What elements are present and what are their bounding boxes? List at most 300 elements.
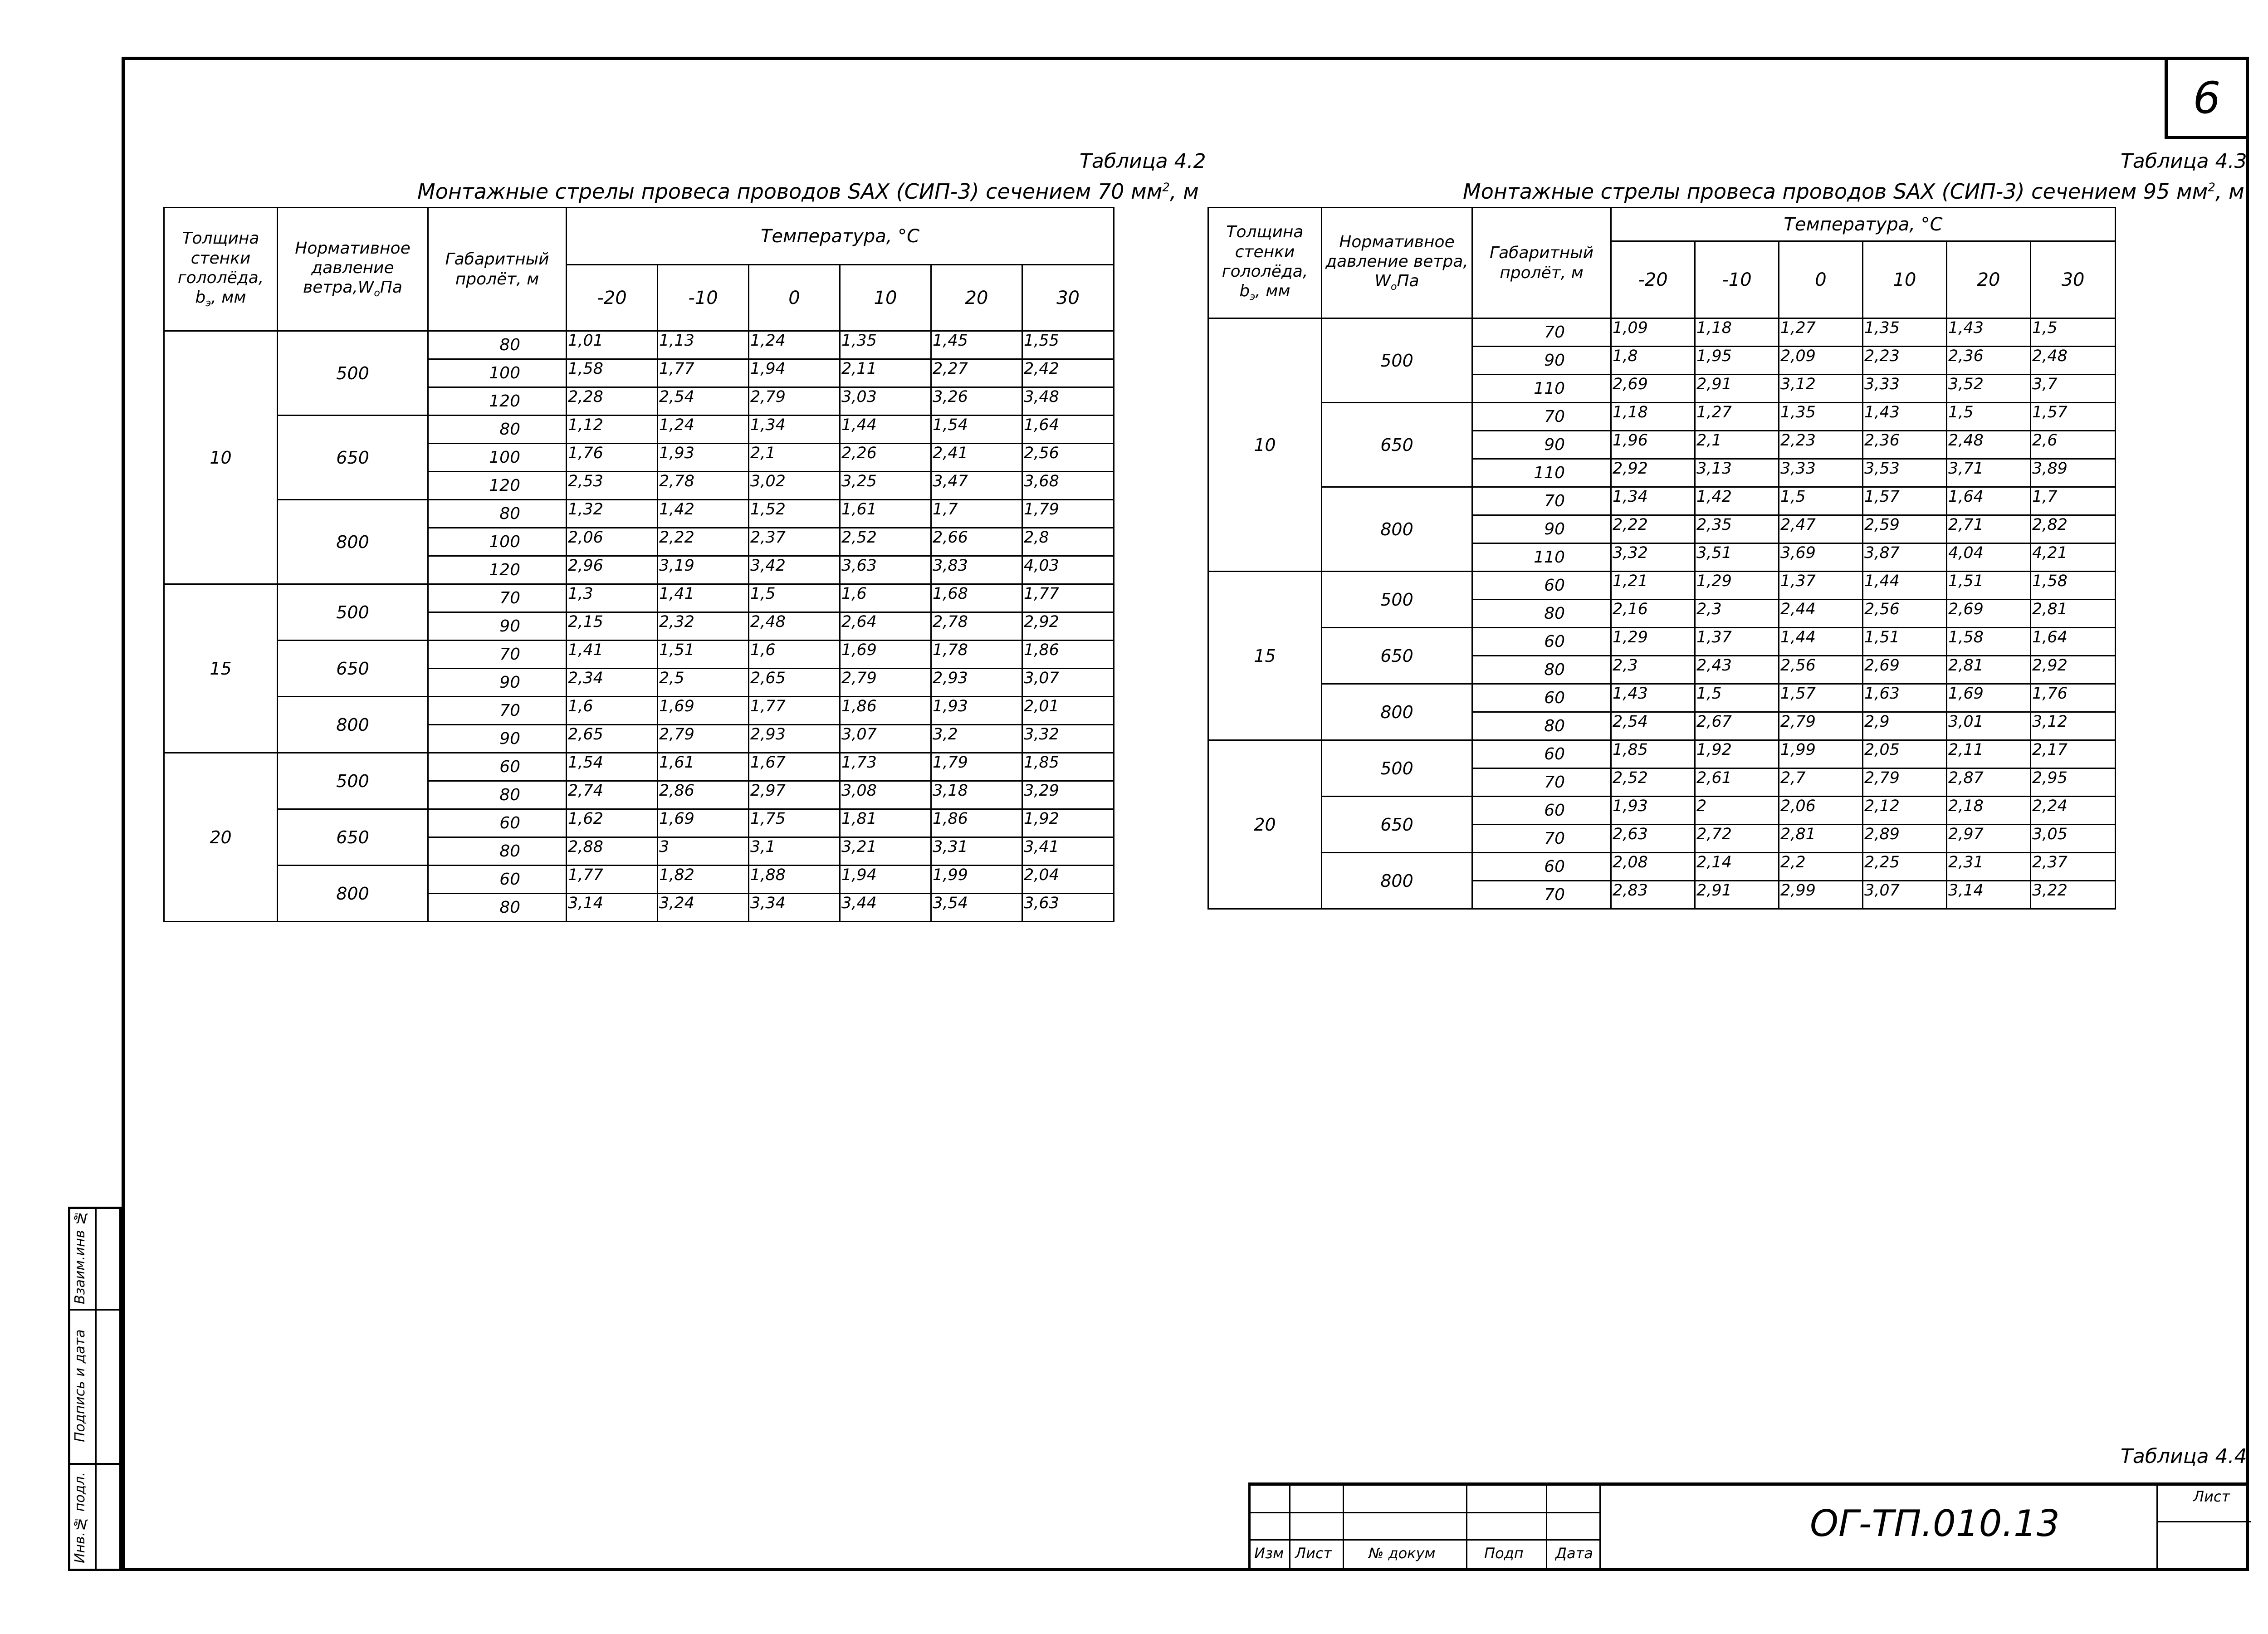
table-4-3	[1207, 207, 2116, 910]
ice-thickness-cell: 20	[164, 753, 278, 922]
sag-value-cell: 2,81	[2031, 600, 2116, 628]
sag-value-cell: 2,41	[931, 444, 1022, 472]
header-unit: Па	[1397, 272, 1419, 291]
sag-value-cell: 3,07	[1863, 881, 1947, 909]
sag-value-cell: 1,21	[1611, 572, 1695, 600]
sag-value-cell: 1,6	[840, 584, 931, 612]
sag-value-cell: 2,72	[1695, 825, 1779, 853]
wind-pressure-cell: 650	[278, 641, 428, 697]
wind-pressure-cell: 650	[1322, 797, 1472, 853]
sag-value-cell: 1,68	[931, 584, 1022, 612]
sag-value-cell: 3,05	[2031, 825, 2116, 853]
sag-value-cell: 2,67	[1695, 712, 1779, 740]
sag-value-cell: 2,59	[1863, 515, 1947, 543]
span-cell: 80	[1472, 600, 1611, 628]
sag-value-cell: 1,93	[658, 444, 749, 472]
sag-value-cell: 2,44	[1779, 600, 1863, 628]
sag-value-cell: 1,63	[1863, 684, 1947, 712]
ice-thickness-cell: 10	[1208, 318, 1322, 572]
sag-value-cell: 2,9	[1863, 712, 1947, 740]
sag-value-cell: 2,66	[931, 528, 1022, 556]
sag-value-cell: 3,52	[1947, 375, 2031, 403]
temperature-column-header: 10	[840, 265, 931, 331]
wind-pressure-cell: 800	[278, 500, 428, 584]
header-text: Нормативное давление ветра,	[1325, 233, 1468, 271]
header-text: W	[1374, 272, 1391, 291]
sag-value-cell: 2,47	[1779, 515, 1863, 543]
sag-value-cell: 3,31	[931, 837, 1022, 866]
sag-value-cell: 1,09	[1611, 318, 1695, 347]
stamp-line	[2158, 1521, 2251, 1522]
span-cell: 120	[428, 556, 567, 584]
table-row	[1208, 797, 2116, 825]
table-row	[1208, 318, 2116, 347]
sag-value-cell: 1,81	[840, 809, 931, 837]
span-cell: 90	[1472, 347, 1611, 375]
wind-pressure-cell: 800	[1322, 684, 1472, 740]
table-row	[164, 866, 1114, 894]
header-text: Нормативное давление ветра,W	[295, 239, 411, 297]
sag-value-cell: 2,81	[1779, 825, 1863, 853]
sag-value-cell: 3,47	[931, 472, 1022, 500]
wind-pressure-cell: 650	[1322, 403, 1472, 487]
sag-value-cell: 1,61	[658, 753, 749, 781]
span-cell: 80	[1472, 712, 1611, 740]
sag-value-cell: 2,6	[2031, 431, 2116, 459]
sag-value-cell: 2,91	[1695, 375, 1779, 403]
sag-value-cell: 1,58	[1947, 628, 2031, 656]
table-row	[1208, 684, 2116, 712]
sag-value-cell: 3,48	[1022, 387, 1114, 416]
sag-value-cell: 2,65	[749, 669, 840, 697]
vzam-inv-label: Взаим.инв №	[72, 1210, 88, 1304]
header-text: Толщина стенки гололёда, b	[177, 229, 264, 307]
ice-thickness-header	[164, 208, 278, 331]
span-cell: 60	[428, 809, 567, 837]
sag-value-cell: 2,11	[1947, 740, 2031, 768]
sag-value-cell: 1,76	[567, 444, 658, 472]
sag-value-cell: 2,96	[567, 556, 658, 584]
ice-thickness-cell: 15	[1208, 572, 1322, 740]
sag-value-cell: 4,04	[1947, 543, 2031, 572]
sag-value-cell: 2,37	[2031, 853, 2116, 881]
span-cell: 70	[428, 697, 567, 725]
sag-value-cell: 1,8	[1611, 347, 1695, 375]
header-row	[164, 208, 1114, 265]
sag-value-cell: 3,2	[931, 725, 1022, 753]
table-row	[1208, 853, 2116, 881]
sag-value-cell: 3,14	[1947, 881, 2031, 909]
sag-value-cell: 3,71	[1947, 459, 2031, 487]
sag-value-cell: 2,92	[2031, 656, 2116, 684]
sag-value-cell: 1,13	[658, 331, 749, 359]
span-cell: 80	[428, 500, 567, 528]
sag-value-cell: 1,79	[931, 753, 1022, 781]
sag-value-cell: 3,19	[658, 556, 749, 584]
sag-value-cell: 2,88	[567, 837, 658, 866]
sag-value-cell: 2,11	[840, 359, 931, 387]
side-strip	[68, 1207, 122, 1571]
sag-value-cell: 2,91	[1695, 881, 1779, 909]
sag-value-cell: 2,8	[1022, 528, 1114, 556]
sag-value-cell: 1,54	[567, 753, 658, 781]
span-cell: 110	[1472, 375, 1611, 403]
span-cell: 70	[1472, 825, 1611, 853]
sag-value-cell: 2,81	[1947, 656, 2031, 684]
sag-value-cell: 2,09	[1779, 347, 1863, 375]
span-cell: 70	[1472, 487, 1611, 515]
sag-value-cell: 3,7	[2031, 375, 2116, 403]
sag-value-cell: 3,01	[1947, 712, 2031, 740]
header-row	[1208, 208, 2116, 241]
sag-value-cell: 2,79	[658, 725, 749, 753]
wind-pressure-cell: 500	[278, 584, 428, 641]
stamp-podp-label: Подп	[1484, 1545, 1524, 1562]
sag-value-cell: 3,24	[658, 894, 749, 922]
sag-value-cell: 1,01	[567, 331, 658, 359]
sag-value-cell: 4,03	[1022, 556, 1114, 584]
table-row	[164, 331, 1114, 359]
sag-value-cell: 3,89	[2031, 459, 2116, 487]
span-cell: 100	[428, 528, 567, 556]
sag-value-cell: 2,7	[1779, 768, 1863, 797]
sag-value-cell: 1,6	[567, 697, 658, 725]
sag-value-cell: 1,51	[1863, 628, 1947, 656]
span-cell: 80	[428, 331, 567, 359]
sag-value-cell: 2,52	[840, 528, 931, 556]
sag-value-cell: 1,92	[1695, 740, 1779, 768]
sag-value-cell: 1,29	[1695, 572, 1779, 600]
sag-value-cell: 1,42	[1695, 487, 1779, 515]
sag-value-cell: 1,27	[1695, 403, 1779, 431]
sag-value-cell: 3,08	[840, 781, 931, 809]
sag-value-cell: 2,31	[1947, 853, 2031, 881]
sag-value-cell: 2,35	[1695, 515, 1779, 543]
sag-value-cell: 2,34	[567, 669, 658, 697]
sag-value-cell: 3,1	[749, 837, 840, 866]
sag-value-cell: 3,14	[567, 894, 658, 922]
sag-value-cell: 3,69	[1779, 543, 1863, 572]
sag-value-cell: 2,54	[1611, 712, 1695, 740]
sag-value-cell: 1,45	[931, 331, 1022, 359]
sag-value-cell: 2,48	[749, 612, 840, 641]
sag-value-cell: 2,06	[1779, 797, 1863, 825]
header-text: Толщина стенки гололёда, b	[1222, 223, 1308, 300]
header-unit: Па	[380, 278, 402, 297]
sag-value-cell: 2,1	[749, 444, 840, 472]
sag-value-cell: 2,2	[1779, 853, 1863, 881]
sag-value-cell: 2,14	[1695, 853, 1779, 881]
span-cell: 80	[428, 837, 567, 866]
sag-value-cell: 1,41	[567, 641, 658, 669]
sag-value-cell: 2,79	[749, 387, 840, 416]
table-row	[164, 500, 1114, 528]
wind-pressure-cell: 800	[1322, 853, 1472, 909]
sag-value-cell: 3,51	[1695, 543, 1779, 572]
sag-value-cell: 2,15	[567, 612, 658, 641]
sag-value-cell: 2,42	[1022, 359, 1114, 387]
sag-value-cell: 1,69	[1947, 684, 2031, 712]
temperature-column-header: 10	[1863, 241, 1947, 318]
sag-value-cell: 2,36	[1863, 431, 1947, 459]
table-4-2	[163, 207, 1114, 922]
sag-value-cell: 1,7	[931, 500, 1022, 528]
sag-value-cell: 1,95	[1695, 347, 1779, 375]
sag-value-cell: 3,13	[1695, 459, 1779, 487]
table-row	[164, 753, 1114, 781]
document-code: ОГ-ТП.010.13	[1810, 1502, 2060, 1545]
sag-value-cell: 1,79	[1022, 500, 1114, 528]
sag-value-cell: 1,42	[658, 500, 749, 528]
sag-value-cell: 1,77	[749, 697, 840, 725]
sag-value-cell: 1,5	[749, 584, 840, 612]
sag-value-cell: 2,69	[1863, 656, 1947, 684]
sag-value-cell: 2,64	[840, 612, 931, 641]
sag-value-cell: 2,23	[1779, 431, 1863, 459]
ice-thickness-cell: 15	[164, 584, 278, 753]
sag-value-cell: 2,06	[567, 528, 658, 556]
sag-value-cell: 2,97	[1947, 825, 2031, 853]
sag-value-cell: 2,97	[749, 781, 840, 809]
header-text: Габаритный пролёт, м	[1490, 244, 1593, 282]
sag-value-cell: 1,52	[749, 500, 840, 528]
sag-value-cell: 1,77	[1022, 584, 1114, 612]
sag-value-cell: 1,51	[1947, 572, 2031, 600]
sag-value-cell: 1,43	[1611, 684, 1695, 712]
sag-value-cell: 1,18	[1695, 318, 1779, 347]
sag-value-cell: 2,32	[658, 612, 749, 641]
sag-value-cell: 3,41	[1022, 837, 1114, 866]
sag-value-cell: 2,25	[1863, 853, 1947, 881]
sag-value-cell: 2,5	[658, 669, 749, 697]
sag-value-cell: 1,86	[840, 697, 931, 725]
sag-value-cell: 1,55	[1022, 331, 1114, 359]
sag-value-cell: 3,63	[840, 556, 931, 584]
sag-value-cell: 3,54	[931, 894, 1022, 922]
sheet-number: 6	[2165, 57, 2249, 139]
wind-pressure-cell: 500	[1322, 740, 1472, 797]
sag-value-cell: 1,64	[2031, 628, 2116, 656]
sag-value-cell: 3	[658, 837, 749, 866]
sag-value-cell: 3,22	[2031, 881, 2116, 909]
sag-value-cell: 2,56	[1779, 656, 1863, 684]
sag-value-cell: 1,5	[1779, 487, 1863, 515]
sag-value-cell: 1,12	[567, 416, 658, 444]
sag-value-cell: 2,99	[1779, 881, 1863, 909]
sag-value-cell: 1,69	[840, 641, 931, 669]
header-text: Температура, °С	[760, 225, 920, 247]
sag-value-cell: 2,79	[1779, 712, 1863, 740]
sag-value-cell: 1,86	[931, 809, 1022, 837]
span-cell: 110	[1472, 543, 1611, 572]
sag-value-cell: 1,57	[1863, 487, 1947, 515]
wind-pressure-cell: 500	[278, 753, 428, 809]
span-cell: 120	[428, 387, 567, 416]
temperature-column-header: 0	[749, 265, 840, 331]
sag-value-cell: 2,61	[1695, 768, 1779, 797]
span-cell: 60	[428, 753, 567, 781]
sag-value-cell: 3,32	[1022, 725, 1114, 753]
span-cell: 80	[428, 781, 567, 809]
table-row	[1208, 403, 2116, 431]
temperature-column-header: -10	[658, 265, 749, 331]
sag-value-cell: 2,79	[840, 669, 931, 697]
span-cell: 70	[428, 584, 567, 612]
sag-value-cell: 1,7	[2031, 487, 2116, 515]
sag-value-cell: 1,78	[931, 641, 1022, 669]
table-row	[164, 641, 1114, 669]
wind-pressure-cell: 650	[278, 809, 428, 866]
wind-pressure-header	[278, 208, 428, 331]
sag-value-cell: 1,86	[1022, 641, 1114, 669]
span-cell: 70	[428, 641, 567, 669]
sag-value-cell: 3,42	[749, 556, 840, 584]
header-subscript: о	[374, 288, 380, 299]
sag-value-cell: 3,34	[749, 894, 840, 922]
table-row	[164, 584, 1114, 612]
table-4-2-label: Таблица 4.2	[1080, 150, 1206, 173]
sag-value-cell: 2,37	[749, 528, 840, 556]
table-row	[1208, 740, 2116, 768]
sag-value-cell: 1,92	[1022, 809, 1114, 837]
sag-value-cell: 1,77	[658, 359, 749, 387]
sag-value-cell: 2,3	[1611, 656, 1695, 684]
table-4-4-label: Таблица 4.4	[2121, 1445, 2247, 1468]
sag-value-cell: 3,32	[1611, 543, 1695, 572]
sag-value-cell: 3,07	[1022, 669, 1114, 697]
sag-value-cell: 3,12	[1779, 375, 1863, 403]
header-subscript: э	[1250, 291, 1256, 303]
sag-value-cell: 1,27	[1779, 318, 1863, 347]
span-cell: 70	[1472, 318, 1611, 347]
sag-value-cell: 2,79	[1863, 768, 1947, 797]
sag-value-cell: 2,22	[658, 528, 749, 556]
sag-value-cell: 1,99	[1779, 740, 1863, 768]
wind-pressure-cell: 500	[1322, 572, 1472, 628]
sag-value-cell: 1,85	[1022, 753, 1114, 781]
sag-value-cell: 2,78	[658, 472, 749, 500]
span-cell: 90	[428, 725, 567, 753]
sign-date-label: Подпись и дата	[72, 1329, 88, 1443]
sag-value-cell: 1,75	[749, 809, 840, 837]
sag-value-cell: 2,26	[840, 444, 931, 472]
sag-value-cell: 2,82	[2031, 515, 2116, 543]
span-cell: 60	[1472, 628, 1611, 656]
sag-value-cell: 1,34	[749, 416, 840, 444]
sag-value-cell: 3,21	[840, 837, 931, 866]
sag-value-cell: 1,69	[658, 809, 749, 837]
sag-value-cell: 1,43	[1947, 318, 2031, 347]
sag-value-cell: 2,93	[931, 669, 1022, 697]
span-cell: 90	[1472, 431, 1611, 459]
temperature-header	[567, 208, 1114, 265]
sag-value-cell: 3,25	[840, 472, 931, 500]
sag-value-cell: 3,87	[1863, 543, 1947, 572]
span-cell: 70	[1472, 768, 1611, 797]
stamp-sheet-divider	[2156, 1486, 2158, 1571]
span-cell: 60	[1472, 572, 1611, 600]
ice-thickness-header	[1208, 208, 1322, 318]
sag-value-cell: 1,24	[658, 416, 749, 444]
sag-value-cell: 2,71	[1947, 515, 2031, 543]
sag-value-cell: 1,58	[2031, 572, 2116, 600]
sag-value-cell: 2,54	[658, 387, 749, 416]
sag-value-cell: 3,33	[1779, 459, 1863, 487]
stamp-doc-label: № докум	[1369, 1545, 1436, 1562]
sag-value-cell: 2,24	[2031, 797, 2116, 825]
wind-pressure-cell: 800	[278, 697, 428, 753]
sag-value-cell: 1,94	[749, 359, 840, 387]
sag-value-cell: 3,53	[1863, 459, 1947, 487]
sag-value-cell: 1,35	[1863, 318, 1947, 347]
sag-value-cell: 2,43	[1695, 656, 1779, 684]
sag-value-cell: 1,67	[749, 753, 840, 781]
sag-value-cell: 2,86	[658, 781, 749, 809]
span-header	[428, 208, 567, 331]
sag-value-cell: 1,93	[1611, 797, 1695, 825]
sag-value-cell: 1,93	[931, 697, 1022, 725]
span-cell: 60	[1472, 797, 1611, 825]
sag-value-cell: 2,1	[1695, 431, 1779, 459]
sag-value-cell: 1,24	[749, 331, 840, 359]
sag-value-cell: 3,02	[749, 472, 840, 500]
sag-value-cell: 1,37	[1695, 628, 1779, 656]
temperature-column-header: -20	[567, 265, 658, 331]
sag-value-cell: 2,28	[567, 387, 658, 416]
sag-value-cell: 2,92	[1022, 612, 1114, 641]
table-row	[1208, 628, 2116, 656]
temperature-column-header: 30	[1022, 265, 1114, 331]
ice-thickness-cell: 10	[164, 331, 278, 584]
sag-value-cell: 3,83	[931, 556, 1022, 584]
sag-value-cell: 3,33	[1863, 375, 1947, 403]
span-cell: 70	[1472, 403, 1611, 431]
table-4-3-label: Таблица 4.3	[2121, 150, 2247, 173]
sag-value-cell: 1,5	[1695, 684, 1779, 712]
sag-value-cell: 3,44	[840, 894, 931, 922]
table-row	[164, 809, 1114, 837]
header-unit: , мм	[1255, 281, 1290, 300]
temperature-column-header: 20	[1947, 241, 2031, 318]
table-row	[164, 697, 1114, 725]
span-cell: 100	[428, 359, 567, 387]
span-header	[1472, 208, 1611, 318]
temperature-column-header: -10	[1695, 241, 1779, 318]
sag-value-cell: 2,78	[931, 612, 1022, 641]
span-cell: 100	[428, 444, 567, 472]
sag-value-cell: 1,6	[749, 641, 840, 669]
sag-value-cell: 1,64	[1022, 416, 1114, 444]
span-cell: 120	[428, 472, 567, 500]
stamp-list-label: Лист	[1295, 1545, 1332, 1562]
header-text: Габаритный пролёт, м	[445, 250, 549, 289]
sag-value-cell: 2,05	[1863, 740, 1947, 768]
sag-value-cell: 2,93	[749, 725, 840, 753]
sag-value-cell: 2,01	[1022, 697, 1114, 725]
sag-value-cell: 3,63	[1022, 894, 1114, 922]
sag-value-cell: 2,23	[1863, 347, 1947, 375]
wind-pressure-cell: 800	[1322, 487, 1472, 572]
sag-value-cell: 1,3	[567, 584, 658, 612]
span-cell: 90	[428, 612, 567, 641]
sag-value-cell: 1,58	[567, 359, 658, 387]
sag-value-cell: 1,44	[840, 416, 931, 444]
sag-value-cell: 2	[1695, 797, 1779, 825]
sag-value-cell: 1,61	[840, 500, 931, 528]
side-strip-divider	[70, 1463, 119, 1465]
sag-value-cell: 3,18	[931, 781, 1022, 809]
sag-value-cell: 1,76	[2031, 684, 2116, 712]
